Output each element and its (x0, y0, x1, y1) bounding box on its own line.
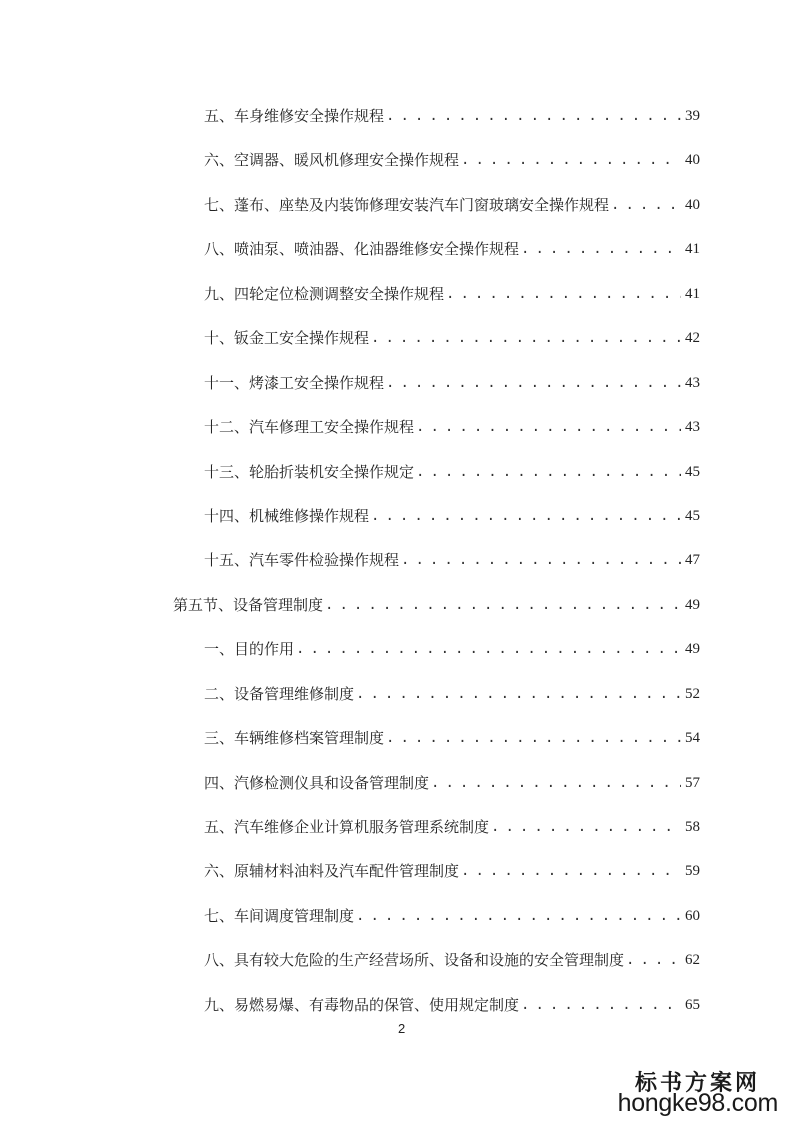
toc-leader-dots (431, 771, 681, 795)
toc-leader-dots (371, 504, 681, 528)
toc-entry[interactable] (204, 148, 700, 172)
toc-leader-dots (626, 948, 681, 972)
toc-entry-title: 第五节、设备管理制度 (173, 596, 324, 614)
toc-entry-title: 八、具有较大危险的生产经营场所、设备和设施的安全管理制度 (204, 951, 625, 969)
toc-entry-title: 十、钣金工安全操作规程 (204, 329, 370, 347)
toc-entry-page: 40 (685, 197, 700, 213)
toc-entry-title: 八、喷油泵、喷油器、化油器维修安全操作规程 (204, 240, 520, 258)
toc-entry[interactable] (204, 326, 700, 350)
toc-entry-page: 43 (685, 419, 700, 435)
toc-entry-title: 三、车辆维修档案管理制度 (204, 729, 385, 747)
toc-entry-title: 七、车间调度管理制度 (204, 907, 355, 925)
watermark-logo (600, 1062, 790, 1118)
toc-entry-page: 49 (685, 597, 700, 613)
toc-entry-title: 一、目的作用 (204, 640, 295, 658)
toc-entry-page: 40 (685, 152, 700, 168)
toc-entry[interactable] (204, 771, 700, 795)
toc-entry[interactable] (204, 682, 700, 706)
toc-entry-title: 九、四轮定位检测调整安全操作规程 (204, 285, 445, 303)
toc-entry[interactable] (204, 104, 700, 128)
toc-entry-page: 39 (685, 108, 700, 124)
toc-entry-page: 41 (685, 241, 700, 257)
toc-entry[interactable] (204, 415, 700, 439)
toc-entry[interactable] (204, 859, 700, 883)
page-number: 2 (398, 1021, 406, 1036)
toc-entry-page: 60 (685, 908, 700, 924)
toc-leader-dots (521, 993, 681, 1017)
toc-entry-title: 六、原辅材料油料及汽车配件管理制度 (204, 862, 460, 880)
toc-leader-dots (416, 460, 681, 484)
toc-entry-page: 59 (685, 863, 700, 879)
toc-leader-dots (325, 593, 681, 617)
toc-section-entry[interactable] (173, 593, 700, 617)
toc-entry-page: 62 (685, 952, 700, 968)
toc-entry-title: 四、汽修检测仪具和设备管理制度 (204, 774, 430, 792)
toc-leader-dots (491, 815, 681, 839)
toc-entry[interactable] (204, 948, 700, 972)
toc-leader-dots (386, 726, 681, 750)
toc-entry-page: 42 (685, 330, 700, 346)
toc-leader-dots (446, 282, 681, 306)
toc-entry-title: 七、蓬布、座垫及内装饰修理安装汽车门窗玻璃安全操作规程 (204, 196, 610, 214)
toc-entry[interactable] (204, 726, 700, 750)
toc-entry-title: 九、易燃易爆、有毒物品的保管、使用规定制度 (204, 996, 520, 1014)
toc-entry[interactable] (204, 504, 700, 528)
toc-leader-dots (461, 148, 681, 172)
toc-entry-title: 六、空调器、暖风机修理安全操作规程 (204, 151, 460, 169)
toc-entry-page: 52 (685, 686, 700, 702)
toc-entry-page: 49 (685, 641, 700, 657)
toc-entry-title: 十二、汽车修理工安全操作规程 (204, 418, 415, 436)
toc-entry[interactable] (204, 371, 700, 395)
toc-leader-dots (416, 415, 681, 439)
toc-leader-dots (611, 193, 681, 217)
toc-leader-dots (521, 237, 681, 261)
toc-entry-title: 十一、烤漆工安全操作规程 (204, 374, 385, 392)
toc-entry-page: 65 (685, 997, 700, 1013)
toc-entry-page: 45 (685, 508, 700, 524)
toc-entry-title: 五、汽车维修企业计算机服务管理系统制度 (204, 818, 490, 836)
toc-entry[interactable] (204, 282, 700, 306)
toc-entry-page: 58 (685, 819, 700, 835)
toc-entry[interactable] (204, 815, 700, 839)
toc-leader-dots (386, 104, 681, 128)
toc-entry-title: 十五、汽车零件检验操作规程 (204, 551, 400, 569)
toc-entry-title: 十四、机械维修操作规程 (204, 507, 370, 525)
toc-entry-page: 41 (685, 286, 700, 302)
toc-leader-dots (461, 859, 681, 883)
toc-leader-dots (296, 637, 681, 661)
toc-entry-page: 43 (685, 375, 700, 391)
toc-entry-title: 五、车身维修安全操作规程 (204, 107, 385, 125)
toc-leader-dots (401, 548, 681, 572)
toc-entry-title: 二、设备管理维修制度 (204, 685, 355, 703)
watermark-name: 标书方案网 (634, 1070, 760, 1096)
toc-leader-dots (386, 371, 681, 395)
watermark-url: hongke98.com (617, 1089, 778, 1117)
toc-entry-page: 54 (685, 730, 700, 746)
toc-entry-page: 47 (685, 552, 700, 568)
toc-entry[interactable] (204, 193, 700, 217)
toc-entry[interactable] (204, 637, 700, 661)
toc-leader-dots (371, 326, 681, 350)
toc-leader-dots (356, 682, 681, 706)
toc-entry[interactable] (204, 548, 700, 572)
toc-entry[interactable] (204, 460, 700, 484)
toc-entry-page: 57 (685, 775, 700, 791)
toc-entry-page: 45 (685, 464, 700, 480)
toc-entry[interactable] (204, 237, 700, 261)
toc-entry[interactable] (204, 993, 700, 1017)
toc-entry[interactable] (204, 904, 700, 928)
toc-entry-title: 十三、轮胎折装机安全操作规定 (204, 463, 415, 481)
toc-leader-dots (356, 904, 681, 928)
